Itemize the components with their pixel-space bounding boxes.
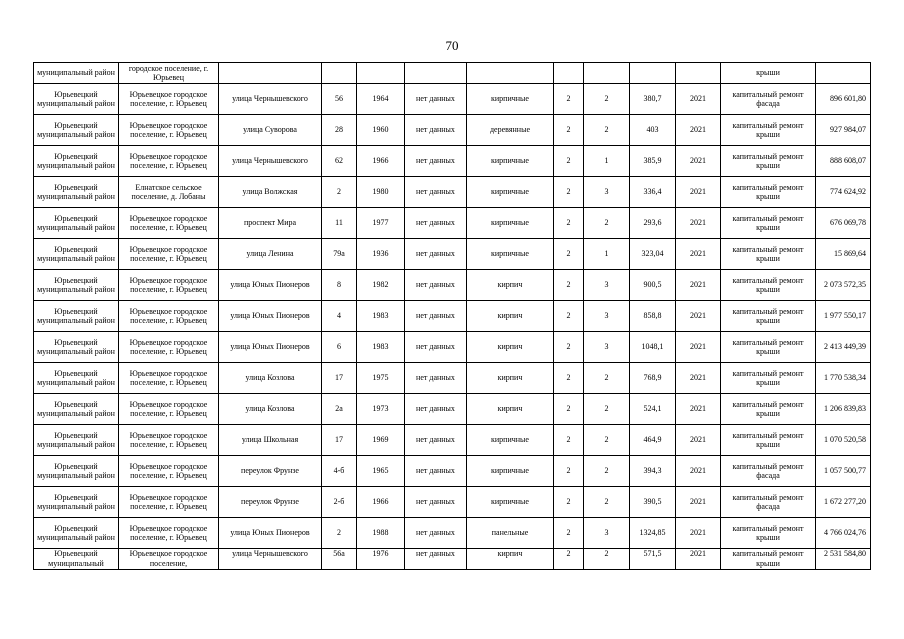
cell-sum — [816, 63, 871, 84]
cell-material: кирпичные — [467, 146, 554, 177]
cell-extra: нет данных — [405, 208, 467, 239]
cell-settlement: Юрьевецкое городское поселение, г. Юрьевец — [119, 518, 219, 549]
cell-street: улица Чернышевского — [219, 549, 322, 570]
cell-district: Юрьевецкий муниципальный район — [34, 518, 119, 549]
cell-sum: 15 869,64 — [816, 239, 871, 270]
cell-area: 403 — [630, 115, 676, 146]
cell-street: улица Суворова — [219, 115, 322, 146]
cell-year: 1983 — [357, 301, 405, 332]
cell-floors: 2 — [554, 208, 584, 239]
cell-street: улица Козлова — [219, 394, 322, 425]
cell-work: капитальный ремонт крыши — [721, 146, 816, 177]
cell-plan-year: 2021 — [676, 363, 721, 394]
cell-area: 293,6 — [630, 208, 676, 239]
cell-year: 1980 — [357, 177, 405, 208]
cell-year: 1966 — [357, 487, 405, 518]
cell-street: улица Юных Пионеров — [219, 518, 322, 549]
cell-area: 571,5 — [630, 549, 676, 570]
cell-entrances: 3 — [584, 301, 630, 332]
cell-plan-year: 2021 — [676, 301, 721, 332]
table-row — [34, 518, 871, 549]
cell-work: крыши — [721, 63, 816, 84]
cell-settlement: Юрьевецкое городское поселение, — [119, 549, 219, 570]
cell-material: кирпич — [467, 363, 554, 394]
cell-sum: 676 069,78 — [816, 208, 871, 239]
cell-extra: нет данных — [405, 332, 467, 363]
cell-house: 4-б — [322, 456, 357, 487]
cell-district: Юрьевецкий муниципальный район — [34, 301, 119, 332]
cell-floors: 2 — [554, 301, 584, 332]
cell-material: кирпич — [467, 270, 554, 301]
cell-plan-year: 2021 — [676, 332, 721, 363]
cell-house: 17 — [322, 425, 357, 456]
page-number: 70 — [445, 38, 459, 53]
cell-plan-year: 2021 — [676, 456, 721, 487]
cell-plan-year: 2021 — [676, 394, 721, 425]
table-row — [34, 332, 871, 363]
cell-floors: 2 — [554, 549, 584, 570]
cell-extra: нет данных — [405, 394, 467, 425]
housing-repair-table — [33, 62, 871, 570]
cell-settlement: Юрьевецкое городское поселение, г. Юрьевец — [119, 394, 219, 425]
cell-extra: нет данных — [405, 270, 467, 301]
cell-entrances: 3 — [584, 177, 630, 208]
cell-extra: нет данных — [405, 115, 467, 146]
cell-district: Юрьевецкий муниципальный район — [34, 84, 119, 115]
cell-house: 79а — [322, 239, 357, 270]
table-row — [34, 115, 871, 146]
cell-floors: 2 — [554, 84, 584, 115]
cell-house: 4 — [322, 301, 357, 332]
cell-extra: нет данных — [405, 456, 467, 487]
table-row — [34, 270, 871, 301]
cell-floors: 2 — [554, 487, 584, 518]
table-row — [34, 208, 871, 239]
cell-area: 394,3 — [630, 456, 676, 487]
cell-district: муниципальный район — [34, 63, 119, 84]
cell-entrances: 2 — [584, 394, 630, 425]
cell-work: капитальный ремонт крыши — [721, 332, 816, 363]
cell-settlement: Юрьевецкое городское поселение, г. Юрьевец — [119, 487, 219, 518]
cell-material: кирпич — [467, 394, 554, 425]
cell-street: улица Юных Пионеров — [219, 332, 322, 363]
cell-sum: 1 770 538,34 — [816, 363, 871, 394]
cell-floors: 2 — [554, 270, 584, 301]
cell-district: Юрьевецкий муниципальный район — [34, 425, 119, 456]
cell-material: кирпичные — [467, 208, 554, 239]
cell-street: улица Юных Пионеров — [219, 270, 322, 301]
cell-work: капитальный ремонт фасада — [721, 456, 816, 487]
cell-year: 1983 — [357, 332, 405, 363]
cell-year: 1977 — [357, 208, 405, 239]
cell-floors: 2 — [554, 239, 584, 270]
cell-extra: нет данных — [405, 425, 467, 456]
cell-floors: 2 — [554, 332, 584, 363]
cell-plan-year: 2021 — [676, 549, 721, 570]
cell-house: 6 — [322, 332, 357, 363]
cell-sum: 888 608,07 — [816, 146, 871, 177]
cell-sum: 896 601,80 — [816, 84, 871, 115]
cell-entrances — [584, 63, 630, 84]
cell-floors: 2 — [554, 456, 584, 487]
table-row — [34, 394, 871, 425]
cell-sum: 2 531 584,80 — [816, 549, 871, 570]
cell-entrances: 3 — [584, 518, 630, 549]
cell-floors: 2 — [554, 518, 584, 549]
cell-area: 380,7 — [630, 84, 676, 115]
cell-entrances: 3 — [584, 332, 630, 363]
cell-work: капитальный ремонт крыши — [721, 270, 816, 301]
cell-settlement: Юрьевецкое городское поселение, г. Юрьевец — [119, 425, 219, 456]
cell-sum: 774 624,92 — [816, 177, 871, 208]
cell-district: Юрьевецкий муниципальный район — [34, 270, 119, 301]
cell-work: капитальный ремонт фасада — [721, 487, 816, 518]
cell-year: 1976 — [357, 549, 405, 570]
cell-area: 858,8 — [630, 301, 676, 332]
cell-work: капитальный ремонт крыши — [721, 208, 816, 239]
cell-area: 768,9 — [630, 363, 676, 394]
cell-material: кирпичные — [467, 456, 554, 487]
cell-settlement: Елнатское сельское поселение, д. Лобаны — [119, 177, 219, 208]
cell-sum: 927 984,07 — [816, 115, 871, 146]
cell-material: панельные — [467, 518, 554, 549]
cell-plan-year — [676, 63, 721, 84]
cell-street: переулок Фрунзе — [219, 487, 322, 518]
cell-work: капитальный ремонт крыши — [721, 394, 816, 425]
cell-settlement: Юрьевецкое городское поселение, г. Юрьевец — [119, 84, 219, 115]
cell-street: переулок Фрунзе — [219, 456, 322, 487]
table-row-continued — [34, 63, 871, 84]
cell-entrances: 2 — [584, 425, 630, 456]
cell-house: 56а — [322, 549, 357, 570]
cell-house: 2-б — [322, 487, 357, 518]
cell-house: 28 — [322, 115, 357, 146]
cell-material: кирпич — [467, 332, 554, 363]
cell-material: деревянные — [467, 115, 554, 146]
cell-settlement: Юрьевецкое городское поселение, г. Юрьевец — [119, 208, 219, 239]
cell-plan-year: 2021 — [676, 177, 721, 208]
cell-material: кирпичные — [467, 239, 554, 270]
cell-plan-year: 2021 — [676, 146, 721, 177]
table-row — [34, 239, 871, 270]
cell-work: капитальный ремонт крыши — [721, 425, 816, 456]
cell-area: 390,5 — [630, 487, 676, 518]
table-row — [34, 84, 871, 115]
cell-work: капитальный ремонт фасада — [721, 84, 816, 115]
cell-district: Юрьевецкий муниципальный район — [34, 177, 119, 208]
cell-settlement: Юрьевецкое городское поселение, г. Юрьевец — [119, 456, 219, 487]
cell-entrances: 1 — [584, 146, 630, 177]
cell-work: капитальный ремонт крыши — [721, 301, 816, 332]
cell-settlement: Юрьевецкое городское поселение, г. Юрьевец — [119, 115, 219, 146]
cell-settlement: Юрьевецкое городское поселение, г. Юрьевец — [119, 239, 219, 270]
cell-sum: 2 073 572,35 — [816, 270, 871, 301]
cell-settlement: Юрьевецкое городское поселение, г. Юрьевец — [119, 270, 219, 301]
cell-entrances: 3 — [584, 270, 630, 301]
cell-plan-year: 2021 — [676, 425, 721, 456]
cell-house: 62 — [322, 146, 357, 177]
cell-work: капитальный ремонт крыши — [721, 177, 816, 208]
cell-floors: 2 — [554, 177, 584, 208]
cell-area: 900,5 — [630, 270, 676, 301]
cell-house: 2 — [322, 177, 357, 208]
cell-year: 1965 — [357, 456, 405, 487]
cell-street: улица Школьная — [219, 425, 322, 456]
cell-year: 1936 — [357, 239, 405, 270]
cell-area: 1324,85 — [630, 518, 676, 549]
cell-street: улица Волжская — [219, 177, 322, 208]
cell-work: капитальный ремонт крыши — [721, 549, 816, 570]
cell-district: Юрьевецкий муниципальный район — [34, 394, 119, 425]
cell-extra: нет данных — [405, 146, 467, 177]
cell-area: 336,4 — [630, 177, 676, 208]
cell-house: 2а — [322, 394, 357, 425]
cell-sum: 2 413 449,39 — [816, 332, 871, 363]
cell-extra: нет данных — [405, 177, 467, 208]
cell-extra: нет данных — [405, 549, 467, 570]
cell-entrances: 2 — [584, 115, 630, 146]
cell-district: Юрьевецкий муниципальный район — [34, 208, 119, 239]
cell-entrances: 2 — [584, 456, 630, 487]
cell-entrances: 2 — [584, 84, 630, 115]
cell-area: 464,9 — [630, 425, 676, 456]
cell-extra: нет данных — [405, 518, 467, 549]
cell-house: 8 — [322, 270, 357, 301]
cell-sum: 1 070 520,58 — [816, 425, 871, 456]
cell-work: капитальный ремонт крыши — [721, 363, 816, 394]
cell-material: кирпичные — [467, 425, 554, 456]
cell-settlement: Юрьевецкое городское поселение, г. Юрьевец — [119, 146, 219, 177]
cell-year: 1975 — [357, 363, 405, 394]
cell-plan-year: 2021 — [676, 518, 721, 549]
cell-extra — [405, 63, 467, 84]
cell-sum: 1 977 550,17 — [816, 301, 871, 332]
cell-entrances: 2 — [584, 208, 630, 239]
cell-work: капитальный ремонт крыши — [721, 239, 816, 270]
cell-extra: нет данных — [405, 363, 467, 394]
cell-year — [357, 63, 405, 84]
cell-sum: 1 672 277,20 — [816, 487, 871, 518]
cell-street: улица Юных Пионеров — [219, 301, 322, 332]
table-row — [34, 301, 871, 332]
cell-plan-year: 2021 — [676, 208, 721, 239]
cell-area: 524,1 — [630, 394, 676, 425]
cell-area — [630, 63, 676, 84]
cell-house — [322, 63, 357, 84]
cell-area: 323,04 — [630, 239, 676, 270]
cell-plan-year: 2021 — [676, 487, 721, 518]
cell-year: 1966 — [357, 146, 405, 177]
cell-entrances: 2 — [584, 363, 630, 394]
cell-house: 17 — [322, 363, 357, 394]
cell-material: кирпичные — [467, 487, 554, 518]
cell-area: 385,9 — [630, 146, 676, 177]
cell-district: Юрьевецкий муниципальный район — [34, 363, 119, 394]
cell-extra: нет данных — [405, 84, 467, 115]
cell-extra: нет данных — [405, 487, 467, 518]
cell-house: 56 — [322, 84, 357, 115]
cell-floors — [554, 63, 584, 84]
cell-floors: 2 — [554, 146, 584, 177]
cell-district: Юрьевецкий муниципальный — [34, 549, 119, 570]
cell-street — [219, 63, 322, 84]
cell-year: 1960 — [357, 115, 405, 146]
table-row — [34, 177, 871, 208]
table-row — [34, 146, 871, 177]
cell-street: проспект Мира — [219, 208, 322, 239]
cell-year: 1964 — [357, 84, 405, 115]
cell-work: капитальный ремонт крыши — [721, 518, 816, 549]
cell-floors: 2 — [554, 425, 584, 456]
cell-material: кирпичные — [467, 84, 554, 115]
cell-entrances: 1 — [584, 239, 630, 270]
cell-floors: 2 — [554, 363, 584, 394]
cell-year: 1969 — [357, 425, 405, 456]
cell-district: Юрьевецкий муниципальный район — [34, 146, 119, 177]
cell-district: Юрьевецкий муниципальный район — [34, 239, 119, 270]
cell-year: 1973 — [357, 394, 405, 425]
cell-extra: нет данных — [405, 301, 467, 332]
cell-house: 2 — [322, 518, 357, 549]
table-row — [34, 456, 871, 487]
cell-floors: 2 — [554, 115, 584, 146]
cell-entrances: 2 — [584, 487, 630, 518]
cell-material: кирпичные — [467, 177, 554, 208]
cell-street: улица Ленина — [219, 239, 322, 270]
cell-plan-year: 2021 — [676, 239, 721, 270]
table-row — [34, 487, 871, 518]
cell-floors: 2 — [554, 394, 584, 425]
cell-plan-year: 2021 — [676, 84, 721, 115]
cell-settlement: Юрьевецкое городское поселение, г. Юрьевец — [119, 332, 219, 363]
cell-district: Юрьевецкий муниципальный район — [34, 456, 119, 487]
cell-settlement: Юрьевецкое городское поселение, г. Юрьевец — [119, 363, 219, 394]
cell-settlement: Юрьевецкое городское поселение, г. Юрьевец — [119, 301, 219, 332]
table-row — [34, 363, 871, 394]
cell-house: 11 — [322, 208, 357, 239]
cell-street: улица Козлова — [219, 363, 322, 394]
table-body — [34, 63, 871, 570]
cell-plan-year: 2021 — [676, 115, 721, 146]
cell-street: улица Чернышевского — [219, 146, 322, 177]
table-row-partial — [34, 549, 871, 570]
cell-year: 1982 — [357, 270, 405, 301]
cell-material — [467, 63, 554, 84]
cell-district: Юрьевецкий муниципальный район — [34, 487, 119, 518]
cell-area: 1048,1 — [630, 332, 676, 363]
cell-district: Юрьевецкий муниципальный район — [34, 115, 119, 146]
table-row — [34, 425, 871, 456]
cell-work: капитальный ремонт крыши — [721, 115, 816, 146]
cell-year: 1988 — [357, 518, 405, 549]
cell-settlement: городское поселение, г. Юрьевец — [119, 63, 219, 84]
cell-district: Юрьевецкий муниципальный район — [34, 332, 119, 363]
cell-material: кирпич — [467, 301, 554, 332]
cell-sum: 4 766 024,76 — [816, 518, 871, 549]
cell-plan-year: 2021 — [676, 270, 721, 301]
cell-sum: 1 057 500,77 — [816, 456, 871, 487]
cell-street: улица Чернышевского — [219, 84, 322, 115]
cell-extra: нет данных — [405, 239, 467, 270]
cell-material: кирпич — [467, 549, 554, 570]
cell-entrances: 2 — [584, 549, 630, 570]
cell-sum: 1 206 839,83 — [816, 394, 871, 425]
